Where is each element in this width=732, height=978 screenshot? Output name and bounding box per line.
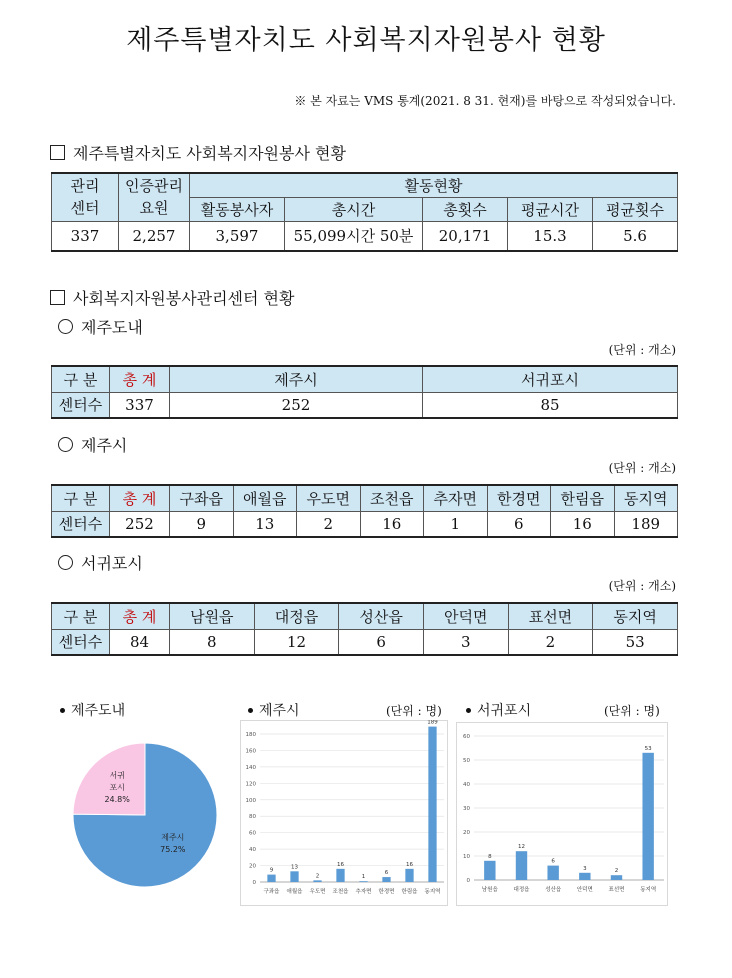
table-cell: 2 [508,629,593,655]
table-cell: 16 [551,511,615,537]
y-tick-label: 20 [249,863,256,870]
y-tick-label: 30 [463,806,470,812]
bar [642,753,653,880]
column-head: 서귀포시 [423,366,678,392]
y-tick-label: 0 [252,880,256,886]
jejusi-table [51,484,678,538]
jejusi-heading: 제주시 [58,433,127,456]
table-cell: 15.3 [508,221,593,251]
bar [267,875,275,882]
column-head: 조천읍 [360,485,424,511]
seogwipo-table [51,602,678,656]
table-cell: 8 [170,629,255,655]
x-tick-label: 한경면 [378,889,395,895]
row-head: 구 분 [52,366,110,392]
y-tick-label: 80 [249,814,256,821]
total-head: 총 계 [110,603,170,629]
x-tick-label: 대정읍 [513,887,530,893]
data-label: 16 [406,861,413,868]
row-head: 구 분 [52,603,110,629]
header-center: 관리 센터 [52,173,119,221]
table-cell: 337 [52,221,119,251]
summary-table [51,172,678,252]
bar2-chart-label: 서귀포시 [466,700,531,720]
subheader: 평균시간 [508,197,593,221]
row-label: 센터수 [52,392,110,418]
pie-slice-label: 제주시 [161,833,185,843]
header-activity: 활동현황 [190,173,678,197]
total-head: 총 계 [110,485,170,511]
bar2-unit: (단위 : 명) [604,704,660,718]
x-tick-label: 한림읍 [401,889,418,895]
table-cell: 84 [110,629,170,655]
x-tick-label: 추자면 [355,889,372,895]
data-label: 1 [361,874,366,881]
y-tick-label: 60 [463,734,470,740]
bar1-unit: (단위 : 명) [386,704,442,718]
circle-bullet-icon [58,437,73,452]
data-label: 16 [337,861,344,868]
pie-chart [55,725,235,905]
x-tick-label: 조천읍 [332,889,349,895]
bar [611,875,622,880]
bar [359,881,367,882]
bar [382,877,390,882]
section2-heading: 사회복지자원봉사관리센터 현황 [50,286,294,309]
row-label: 센터수 [52,511,110,537]
subheader: 총시간 [285,197,423,221]
y-tick-label: 20 [463,830,470,836]
column-head: 우도면 [297,485,361,511]
table-cell: 9 [170,511,234,537]
page-title: 제주특별자치도 사회복지자원봉사 현황 [126,25,606,56]
table-cell: 6 [487,511,551,537]
table-cell: 1 [424,511,488,537]
pie-slice-label: 24.8% [104,794,130,804]
bullet-icon [466,708,471,713]
table-cell: 12 [254,629,339,655]
square-bullet-icon [50,145,65,160]
jejudo-table [51,365,678,419]
seogwipo-bar-chart [456,722,668,906]
column-head: 구좌읍 [170,485,234,511]
x-tick-label: 남원읍 [481,887,498,893]
square-bullet-icon [50,290,65,305]
x-tick-label: 안덕면 [576,887,593,893]
pie-chart-label: 제주도내 [60,700,125,720]
table-cell: 337 [110,392,170,418]
column-head: 한림읍 [551,485,615,511]
column-head: 성산읍 [339,603,424,629]
column-head: 동지역 [593,603,678,629]
column-head: 동지역 [614,485,678,511]
table-cell: 85 [423,392,678,418]
bullet-icon [248,708,253,713]
column-head: 안덕면 [423,603,508,629]
y-tick-label: 10 [463,854,470,860]
seogwipo-heading: 서귀포시 [58,551,143,574]
table-cell: 55,099시간 50분 [285,221,423,251]
bar [405,869,413,882]
row-head: 구 분 [52,485,110,511]
y-tick-label: 180 [245,732,256,738]
y-tick-label: 140 [245,764,256,771]
jejusi-bar-chart [240,720,448,906]
data-label: 6 [384,870,389,877]
circle-bullet-icon [58,319,73,334]
x-tick-label: 표선면 [608,887,625,893]
subheader: 평균횟수 [593,197,678,221]
data-label: 3 [583,865,587,872]
column-head: 추자면 [424,485,488,511]
bullet-icon [60,708,65,713]
column-head: 제주시 [170,366,423,392]
table-cell: 252 [110,511,170,537]
bar [290,871,298,882]
table-cell: 2,257 [119,221,190,251]
data-label: 2 [315,873,320,880]
x-tick-label: 성산읍 [545,887,562,893]
x-tick-label: 동지역 [640,887,657,893]
x-tick-label: 구좌읍 [263,889,280,895]
header-staff: 인증관리 요원 [119,173,190,221]
data-label: 13 [291,864,298,871]
bar [428,727,436,882]
y-tick-label: 40 [463,782,470,788]
y-tick-label: 40 [249,847,256,854]
data-label: 189 [427,720,438,726]
table-cell: 13 [233,511,297,537]
y-tick-label: 0 [466,878,470,884]
y-tick-label: 60 [249,830,256,837]
table-cell: 189 [614,511,678,537]
pie-slice-label: 포시 [109,782,125,792]
data-label: 9 [269,867,274,874]
x-tick-label: 우도면 [309,889,326,895]
bar [579,873,590,880]
bar1-chart-label: 제주시 [248,700,300,720]
x-tick-label: 애월읍 [286,889,303,895]
table-cell: 53 [593,629,678,655]
data-label: 8 [488,853,492,860]
table-cell: 16 [360,511,424,537]
y-tick-label: 50 [463,758,470,764]
subheader: 활동봉사자 [190,197,285,221]
data-label: 12 [518,844,525,851]
row-label: 센터수 [52,629,110,655]
table-cell: 20,171 [423,221,508,251]
jejudo-heading: 제주도내 [58,315,143,338]
column-head: 대정읍 [254,603,339,629]
circle-bullet-icon [58,555,73,570]
unit-label: (단위 : 개소) [608,579,676,593]
bar [547,866,558,880]
column-head: 애월읍 [233,485,297,511]
data-label: 53 [644,745,652,752]
bar [313,880,321,882]
table-cell: 6 [339,629,424,655]
data-label: 2 [614,868,619,875]
y-tick-label: 120 [245,781,256,788]
pie-slice-label: 서귀 [109,770,125,780]
column-head: 표선면 [508,603,593,629]
bar [336,869,344,882]
bar [484,861,495,880]
subheader: 총횟수 [423,197,508,221]
data-label: 6 [551,858,555,865]
pie-slice-label: 75.2% [160,845,186,855]
table-cell: 2 [297,511,361,537]
unit-label: (단위 : 개소) [608,343,676,357]
source-note: ※ 본 자료는 VMS 통계(2021. 8 31. 현재)를 바탕으로 작성되었습니다. [294,94,676,108]
table-cell: 3,597 [190,221,285,251]
y-tick-label: 160 [245,748,256,755]
x-tick-label: 동지역 [424,889,441,895]
column-head: 한경면 [487,485,551,511]
table-cell: 3 [423,629,508,655]
table-cell: 5.6 [593,221,678,251]
column-head: 남원읍 [170,603,255,629]
unit-label: (단위 : 개소) [608,461,676,475]
section1-heading: 제주특별자치도 사회복지자원봉사 현황 [50,141,346,164]
total-head: 총 계 [110,366,170,392]
y-tick-label: 100 [245,797,256,804]
table-cell: 252 [170,392,423,418]
bar [516,851,527,880]
